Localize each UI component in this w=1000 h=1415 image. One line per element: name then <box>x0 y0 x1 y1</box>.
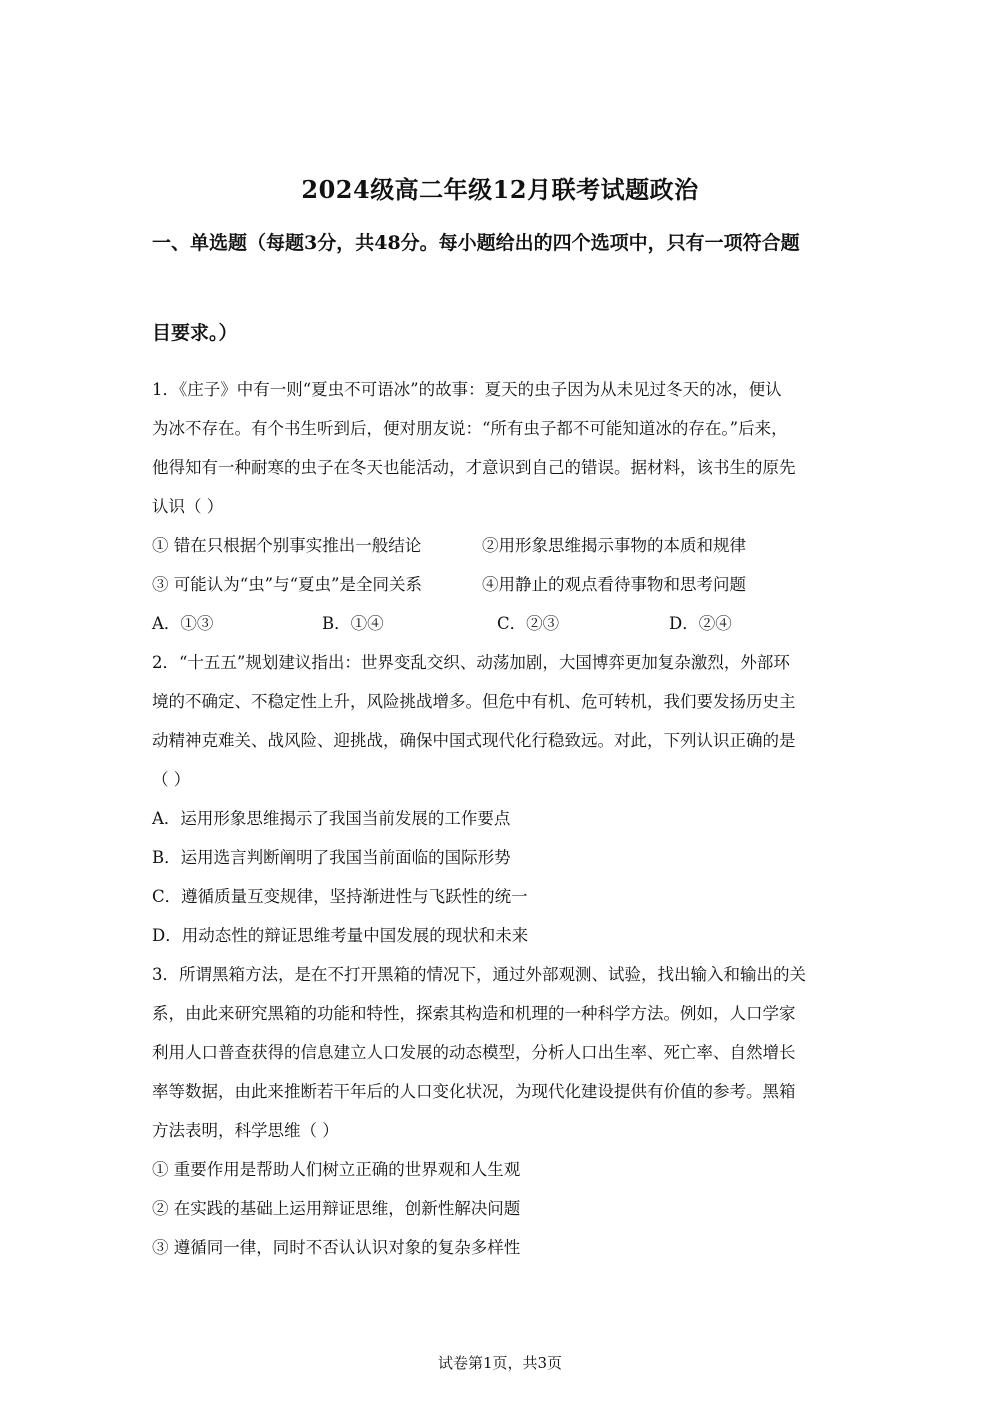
question-2-option-a: A．运用形象思维揭示了我国当前发展的工作要点 <box>152 809 511 828</box>
question-1-statement-1: ① 错在只根据个别事实推出一般结论 <box>152 536 422 555</box>
question-3-statement-2: ② 在实践的基础上运用辩证思维，创新性解决问题 <box>152 1199 521 1218</box>
questions-content <box>152 370 852 1267</box>
question-1-option-b: B．①④ <box>322 614 384 633</box>
question-2-text-line: 境的不确定、不稳定性上升，风险挑战增多。但危中有机、危可转机，我们要发扬历史主 <box>152 692 796 711</box>
question-1-text-line: 他得知有一种耐寒的虫子在冬天也能活动，才意识到自己的错误。据材料，该书生的原先 <box>152 458 796 477</box>
question-3-text-line: 利用人口普查获得的信息建立人口发展的动态模型，分析人口出生率、死亡率、自然增长 <box>152 1043 796 1062</box>
question-3-statement-3: ③ 遵循同一律，同时不否认认识对象的复杂多样性 <box>152 1238 521 1257</box>
question-3-text-line: 系，由此来研究黑箱的功能和特性，探索其构造和机理的一种科学方法。例如，人口学家 <box>152 1004 796 1023</box>
question-1-statement-2: ②用形象思维揭示事物的本质和规律 <box>482 536 746 555</box>
question-1-statement-4: ④用静止的观点看待事物和思考问题 <box>482 575 746 594</box>
question-2-option-b: B．运用选言判断阐明了我国当前面临的国际形势 <box>152 848 511 867</box>
question-2-option-d: D．用动态性的辩证思维考量中国发展的现状和未来 <box>152 926 529 945</box>
question-2-text-line: 动精神克难关、战风险、迎挑战，确保中国式现代化行稳致远。对此，下列认识正确的是 <box>152 731 796 750</box>
question-3-text-line: 3．所谓黑箱方法，是在不打开黑箱的情况下，通过外部观测、试验，找出输入和输出的关 <box>152 965 806 984</box>
page-title: 2024级高二年级12月联考试题政治 <box>301 175 699 204</box>
question-3-statement-1: ① 重要作用是帮助人们树立正确的世界观和人生观 <box>152 1160 521 1179</box>
question-1-text-line: 为冰不存在。有个书生听到后，便对朋友说：“所有虫子都不可能知道冰的存在。”后来， <box>152 419 788 438</box>
question-2-text-line: 2．“十五五”规划建议指出：世界变乱交织、动荡加剧，大国博弈更加复杂激烈，外部环 <box>152 653 790 672</box>
section-heading-line-1: 一、单选题（每题3分，共48分。每小题给出的四个选项中，只有一项符合题 <box>152 232 800 254</box>
question-3-text-line: 率等数据，由此来推断若干年后的人口变化状况，为现代化建设提供有价值的参考。黑箱 <box>152 1082 796 1101</box>
question-1-statement-row <box>152 565 852 604</box>
question-1-text-line: 1．《庄子》中有一则“夏虫不可语冰”的故事：夏天的虫子因为从未见过冬天的冰，便认 <box>152 380 782 399</box>
question-1-options <box>152 604 852 643</box>
question-3-text-line: 方法表明，科学思维（ ） <box>152 1121 339 1140</box>
page-footer: 试卷第1页，共3页 <box>437 1354 563 1372</box>
question-2 <box>152 643 852 955</box>
question-1-text-line: 认识（ ） <box>152 497 224 516</box>
question-1-statement-3: ③ 可能认为“虫”与“夏虫”是全同关系 <box>152 575 422 594</box>
question-1-statement-row <box>152 526 852 565</box>
question-1-option-a: A．①③ <box>152 614 214 633</box>
question-1-option-c: C．②③ <box>497 614 560 633</box>
question-2-option-c: C．遵循质量互变规律，坚持渐进性与飞跃性的统一 <box>152 887 528 906</box>
question-3 <box>152 955 852 1267</box>
question-1 <box>152 370 852 643</box>
question-2-text-line: （ ） <box>152 770 191 789</box>
section-heading-line-2: 目要求。） <box>152 322 238 344</box>
question-1-option-d: D．②④ <box>669 614 732 633</box>
